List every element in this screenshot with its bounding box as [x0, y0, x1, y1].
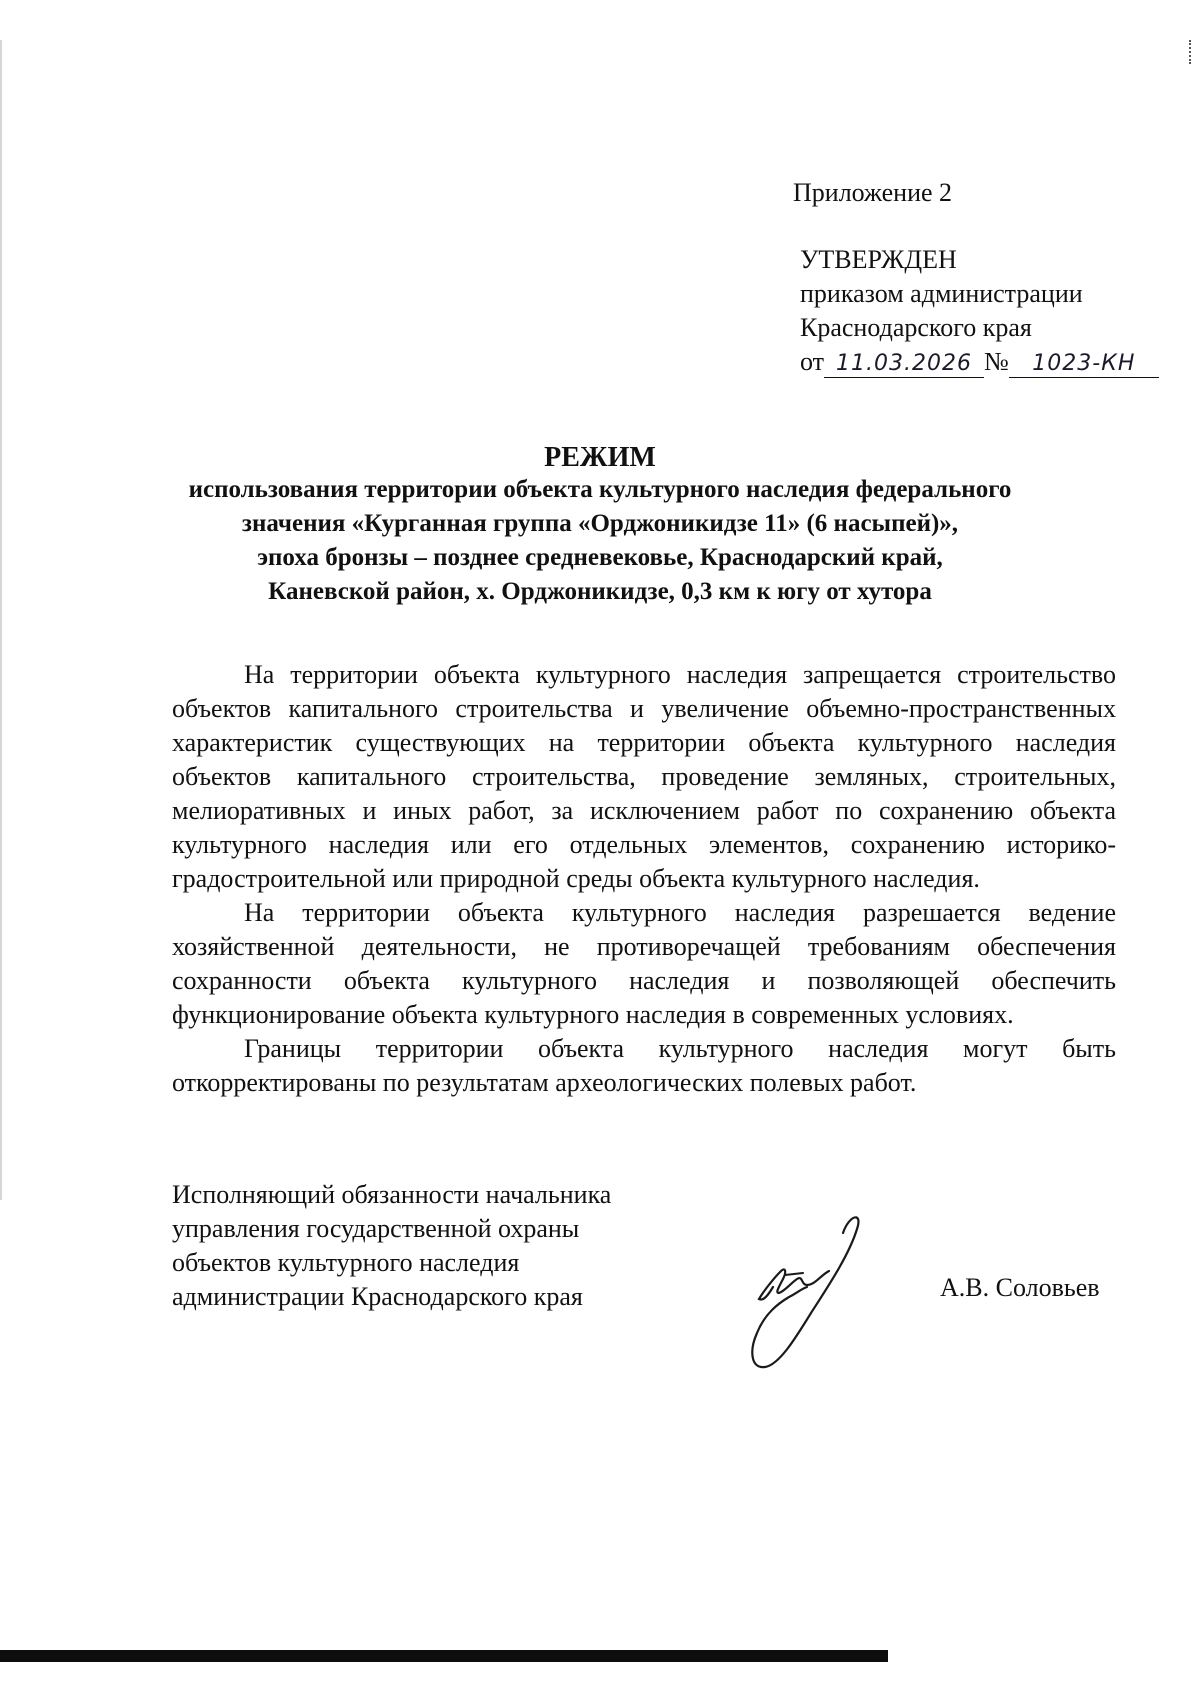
- document-subtitle: [150, 473, 1050, 609]
- signer-position: [172, 1178, 611, 1314]
- approval-block: [800, 243, 1159, 379]
- number-field: [1009, 349, 1159, 378]
- scan-edge-shadow: [0, 40, 2, 1200]
- subtitle-line-3: эпоха бронзы – позднее средневековье, Краснодарский край,: [257, 544, 943, 571]
- subtitle-line-1: использования территории объекта культурного наследия федерального: [188, 476, 1012, 503]
- paragraph-permissions: На территории объекта культурного наследия разрешается ведение хозяйственной деятельности, не противоречащей требованиям обеспечения сохранности объекта культурного наследия и позволяющей обеспечить функционирование объекта культурного наследия в современных условиях.: [172, 898, 1116, 1029]
- order-date-number-line: [800, 345, 1159, 379]
- subtitle-line-4: Каневской район, х. Орджоникидзе, 0,3 км к югу от хутора: [268, 578, 932, 605]
- document-title: РЕЖИМ: [544, 442, 656, 473]
- signer-position-line-4: администрации Краснодарского края: [172, 1282, 583, 1311]
- paragraph-prohibitions: На территории объекта культурного наследия запрещается строительство объектов капитального строительства и увеличение объемно-пространственных характеристик существующих на территории объекта культурного наследия объектов капитального строительства, проведение земляных, строительных, мелиоративных и иных работ, за исключением работ по сохранению объекта культурного наследия или его отдельных элементов, сохранению историко-градостроительной или природной среды объекта культурного наследия.: [172, 660, 1116, 893]
- date-prefix: от: [800, 347, 825, 376]
- signer-position-line-3: объектов культурного наследия: [172, 1248, 520, 1277]
- subtitle-line-2: значения «Курганная группа «Орджоникидзе 11» (6 насыпей)»,: [241, 510, 959, 537]
- handwritten-signature: [745, 1205, 875, 1375]
- appendix-label: Приложение 2: [793, 178, 953, 207]
- scan-edge-marks: [1189, 40, 1194, 64]
- approved-by-line-2: Краснодарского края: [800, 313, 1032, 342]
- handwritten-date: 11.03.2026: [836, 351, 973, 376]
- approved-label: УТВЕРЖДЕН: [800, 245, 957, 274]
- date-field: [824, 349, 984, 378]
- signer-position-line-1: Исполняющий обязанности начальника: [172, 1180, 612, 1209]
- scan-bottom-border: [0, 1650, 888, 1662]
- paragraph-boundaries: Границы территории объекта культурного наследия могут быть откорректированы по результатам археологических полевых работ.: [172, 1034, 1116, 1097]
- handwritten-number: 1023-КН: [1032, 351, 1136, 376]
- document-body: [172, 658, 1116, 1100]
- signer-position-line-2: управления государственной охраны: [172, 1214, 580, 1243]
- number-prefix: №: [984, 347, 1009, 376]
- approved-by-line-1: приказом администрации: [800, 279, 1083, 308]
- signer-name: А.В. Соловьев: [940, 1273, 1100, 1302]
